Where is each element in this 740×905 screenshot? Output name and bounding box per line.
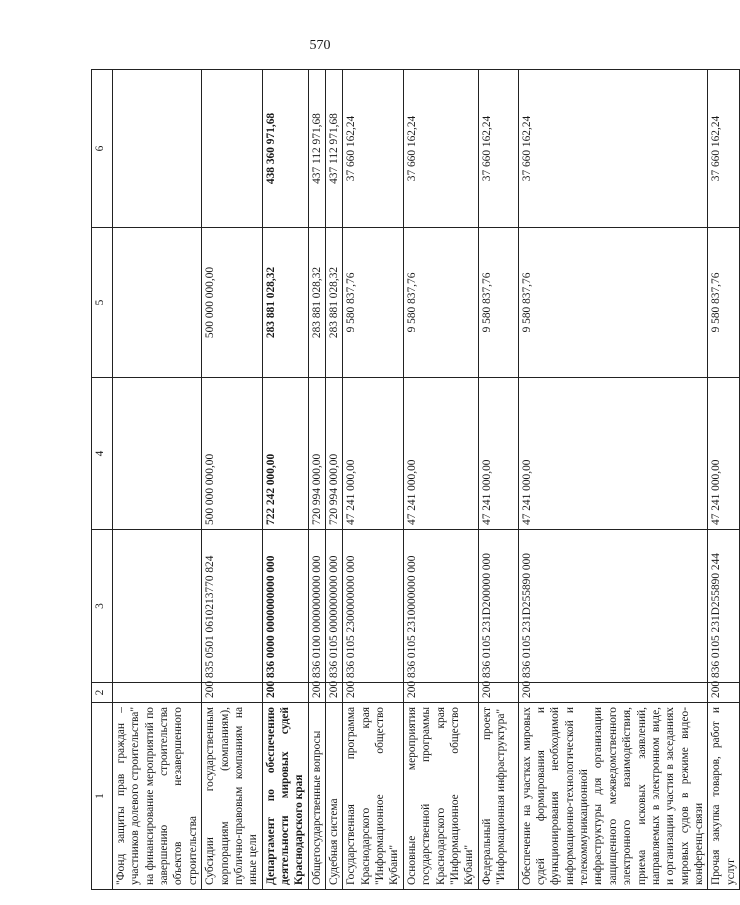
row-amount-cell: 9 580 837,76 xyxy=(518,228,708,378)
table-row xyxy=(202,70,262,890)
row-amount-cell: 37 660 162,24 xyxy=(708,70,740,228)
row-amount-cell: 47 241 000,00 xyxy=(478,378,518,530)
row-ved-cell: 200 xyxy=(478,683,518,703)
row-amount-cell xyxy=(113,378,202,530)
row-amount-cell: 47 241 000,00 xyxy=(518,378,708,530)
row-name-cell: Обеспечение на участках мировых судей формирования и функционирования необходимой информационно-технологической и телекоммуникационной инфраструктуры для организации защищенного межведомственного электронного взаимодействия, приема исковых заявлений, направляемых в электронном виде, и организации участия в заседаниях мировых судов в режиме видео-конференц-связи xyxy=(518,703,708,890)
row-name-cell: Федеральный проект "Информационная инфраструктура" xyxy=(478,703,518,890)
row-code-cell: 835 0501 0610213770 824 xyxy=(202,530,262,683)
table-row xyxy=(308,70,325,890)
page-number: 570 xyxy=(309,38,331,53)
row-amount-cell: 720 994 000,00 xyxy=(326,378,343,530)
row-name-cell: Государственная программа Краснодарского края "Информационное общество Кубани" xyxy=(343,703,403,890)
row-amount-cell: 37 660 162,24 xyxy=(403,70,478,228)
rotated-table-area xyxy=(91,70,737,890)
column-header: 5 xyxy=(92,228,113,378)
row-name-cell: "Фонд защиты прав граждан – участников долевого строительства" на финансирование мероприятий по завершению строительства объектов незавершенного строительства xyxy=(113,703,202,890)
budget-table xyxy=(91,69,740,890)
row-amount-cell: 438 360 971,68 xyxy=(262,70,308,228)
column-header: 1 xyxy=(92,703,113,890)
table-header-row xyxy=(92,70,113,890)
row-ved-cell: 200 xyxy=(518,683,708,703)
row-name-cell: Прочая закупка товаров, работ и услуг xyxy=(708,703,740,890)
row-name-cell: Общегосударственные вопросы xyxy=(308,703,325,890)
row-code-cell: 836 0105 2310000000 000 xyxy=(403,530,478,683)
column-header: 3 xyxy=(92,530,113,683)
row-ved-cell: 200 xyxy=(326,683,343,703)
row-amount-cell: 437 112 971,68 xyxy=(326,70,343,228)
row-code-cell: 836 0105 2300000000 000 xyxy=(343,530,403,683)
row-code-cell xyxy=(113,530,202,683)
row-amount-cell: 283 881 028,32 xyxy=(308,228,325,378)
row-amount-cell: 720 994 000,00 xyxy=(308,378,325,530)
row-ved-cell: 200 xyxy=(308,683,325,703)
row-amount-cell: 9 580 837,76 xyxy=(343,228,403,378)
row-amount-cell: 283 881 028,32 xyxy=(326,228,343,378)
table-row xyxy=(708,70,740,890)
row-amount-cell xyxy=(113,70,202,228)
row-ved-cell: 200 xyxy=(202,683,262,703)
row-name-cell: Департамент по обеспечению деятельности мировых судей Краснодарского края xyxy=(262,703,308,890)
table-row xyxy=(403,70,478,890)
row-ved-cell: 200 xyxy=(262,683,308,703)
column-header: 6 xyxy=(92,70,113,228)
row-name-cell: Основные мероприятия государственной программы Краснодарского края "Информационное общество Кубани" xyxy=(403,703,478,890)
table-row xyxy=(518,70,708,890)
row-amount-cell: 37 660 162,24 xyxy=(518,70,708,228)
row-code-cell: 836 0105 231D255890 000 xyxy=(518,530,708,683)
row-amount-cell: 47 241 000,00 xyxy=(403,378,478,530)
row-amount-cell xyxy=(202,70,262,228)
row-amount-cell: 9 580 837,76 xyxy=(403,228,478,378)
table-row xyxy=(478,70,518,890)
row-code-cell: 836 0000 0000000000 000 xyxy=(262,530,308,683)
row-amount-cell: 37 660 162,24 xyxy=(343,70,403,228)
row-amount-cell: 722 242 000,00 xyxy=(262,378,308,530)
row-ved-cell xyxy=(113,683,202,703)
row-amount-cell: 37 660 162,24 xyxy=(478,70,518,228)
row-ved-cell: 200 xyxy=(343,683,403,703)
table-row xyxy=(113,70,202,890)
budget-table-body xyxy=(92,70,740,890)
table-row xyxy=(262,70,308,890)
table-row xyxy=(326,70,343,890)
row-code-cell: 836 0105 231D200000 000 xyxy=(478,530,518,683)
row-amount-cell: 437 112 971,68 xyxy=(308,70,325,228)
row-name-cell: Субсидии государственным корпорациям (компаниям), публично-правовым компаниям на иные цели xyxy=(202,703,262,890)
table-row xyxy=(343,70,403,890)
row-amount-cell: 9 580 837,76 xyxy=(708,228,740,378)
row-amount-cell: 9 580 837,76 xyxy=(478,228,518,378)
column-header: 4 xyxy=(92,378,113,530)
row-amount-cell: 47 241 000,00 xyxy=(708,378,740,530)
row-code-cell: 836 0105 231D255890 244 xyxy=(708,530,740,683)
row-amount-cell: 47 241 000,00 xyxy=(343,378,403,530)
row-amount-cell: 500 000 000,00 xyxy=(202,228,262,378)
row-name-cell: Судебная система xyxy=(326,703,343,890)
row-ved-cell: 200 xyxy=(403,683,478,703)
rotated-table-container xyxy=(91,70,737,890)
row-code-cell: 836 0105 0000000000 000 xyxy=(326,530,343,683)
row-code-cell: 836 0100 0000000000 000 xyxy=(308,530,325,683)
row-amount-cell xyxy=(113,228,202,378)
column-header: 2 xyxy=(92,683,113,703)
row-amount-cell: 500 000 000,00 xyxy=(202,378,262,530)
row-ved-cell: 200 xyxy=(708,683,740,703)
row-amount-cell: 283 881 028,32 xyxy=(262,228,308,378)
